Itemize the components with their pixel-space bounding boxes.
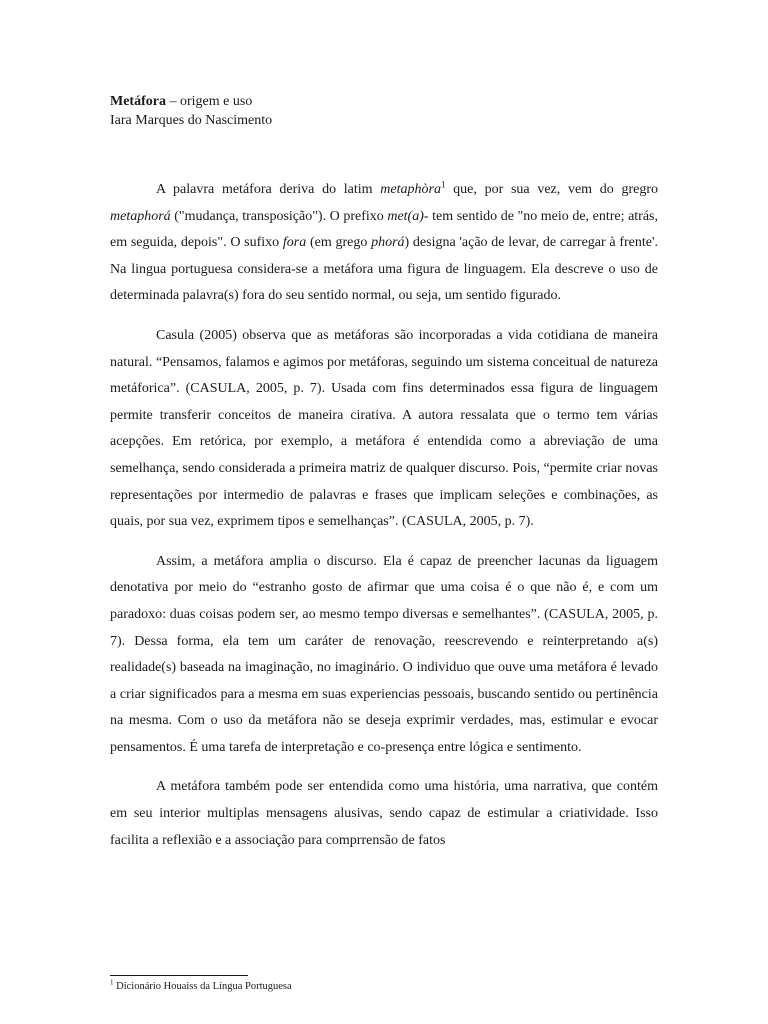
title-suffix: – origem e uso xyxy=(165,94,253,109)
paragraph-1-text-e: ("mudança, transposição"). O prefixo xyxy=(170,208,388,224)
paragraph-1-text-c: que, por sua vez, vem do gregro xyxy=(445,182,659,197)
paragraph-2: Casula (2005) observa que as metáforas são incorporadas a vida cotidiana de maneira natural. “Pensamos, falamos e agimos por metáforas, seguindo um sistema conceitual de natureza metáforica”. (CASULA, 2005, p. 7). Usada com fins determinados essa figura de linguagem permite transferir conceitos de maneira cirativa. A autora ressalata que o termo tem várias acepções. Em retórica, por exemplo, a metáfora é entendida como a abreviação de uma semelhança, sendo considerada a primeira matriz de qualquer discurso. Pois, “permite criar novas representações por intermedio de palavras e frases que implicam seleções e combinações, as quais, por sua vez, exprimem tipos e semelhanças”. (CASULA, 2005, p. 7). xyxy=(110,327,658,530)
paragraph-1-text-a: A palavra metáfora deriva do latim xyxy=(156,182,381,197)
paragraph-3: Assim, a metáfora amplia o discurso. Ela é capaz de preencher lacunas da liguagem denotativa por meio do “estranho gosto de afirmar que uma coisa é o que não é, e com um paradoxo: duas coisas podem ser, ao mesmo tempo diversas e semelhantes”. (CASULA, 2005, p. 7). Dessa forma, ela tem um caráter de renovação, reescrevendo e reinterpretando a(s) realidade(s) baseada na imaginação, no imaginário. O individuo que ouve uma metáfora é levado a criar significados para a mesma em suas experiencias pessoais, buscando sentido ou pertinência na mesma. Com o uso da metáfora não se deseja exprimir verdades, mas, estimular e evocar pensamentos. É uma tarefa de interpretação e co-presença entre lógica e sentimento. xyxy=(110,553,658,755)
footnote-separator xyxy=(110,975,248,976)
paragraph-1-text-k: ) designa 'ação de levar, de carregar à frente'. Na lingua portuguesa considera-se a metáfora uma figura de linguagem. Ela descreve o uso de determinada palavra(s) fora do seu sentido normal, ou seja, um sentido figurado. xyxy=(110,235,658,304)
paragraph-1-text-g: - tem sentido de "no meio de, entre; atrás, em seguida, depois". O sufixo xyxy=(110,208,658,251)
greek-suffix-term: phorá xyxy=(371,235,405,251)
document-title xyxy=(110,92,658,111)
footnote-ref: 1 xyxy=(440,179,446,190)
prefix-term: met(a) xyxy=(387,208,424,224)
title-main: Metáfora xyxy=(110,94,166,109)
greek-term: metaphorá xyxy=(110,208,171,224)
document-page xyxy=(110,0,658,1024)
suffix-term: fora xyxy=(282,235,307,251)
paragraph-4: A metáfora também pode ser entendida como uma história, uma narrativa, que contém em seu interior multiplas mensagens alusivas, sendo capaz de estimular a criatividade. Isso facilita a reflexião e a associação para comprrensão de fatos xyxy=(110,779,658,848)
footnote-text: Dicionário Houaiss da Língua Portuguesa xyxy=(113,981,292,992)
latin-term: metaphòra xyxy=(380,182,441,197)
paragraph-1 xyxy=(110,177,658,310)
paragraph-1-text-i: (em grego xyxy=(306,235,372,251)
document-author: Iara Marques do Nascimento xyxy=(110,113,273,128)
document-body xyxy=(110,177,658,854)
footnote-mark: 1 xyxy=(110,978,114,987)
footnote xyxy=(110,980,292,994)
document-header xyxy=(110,92,658,130)
